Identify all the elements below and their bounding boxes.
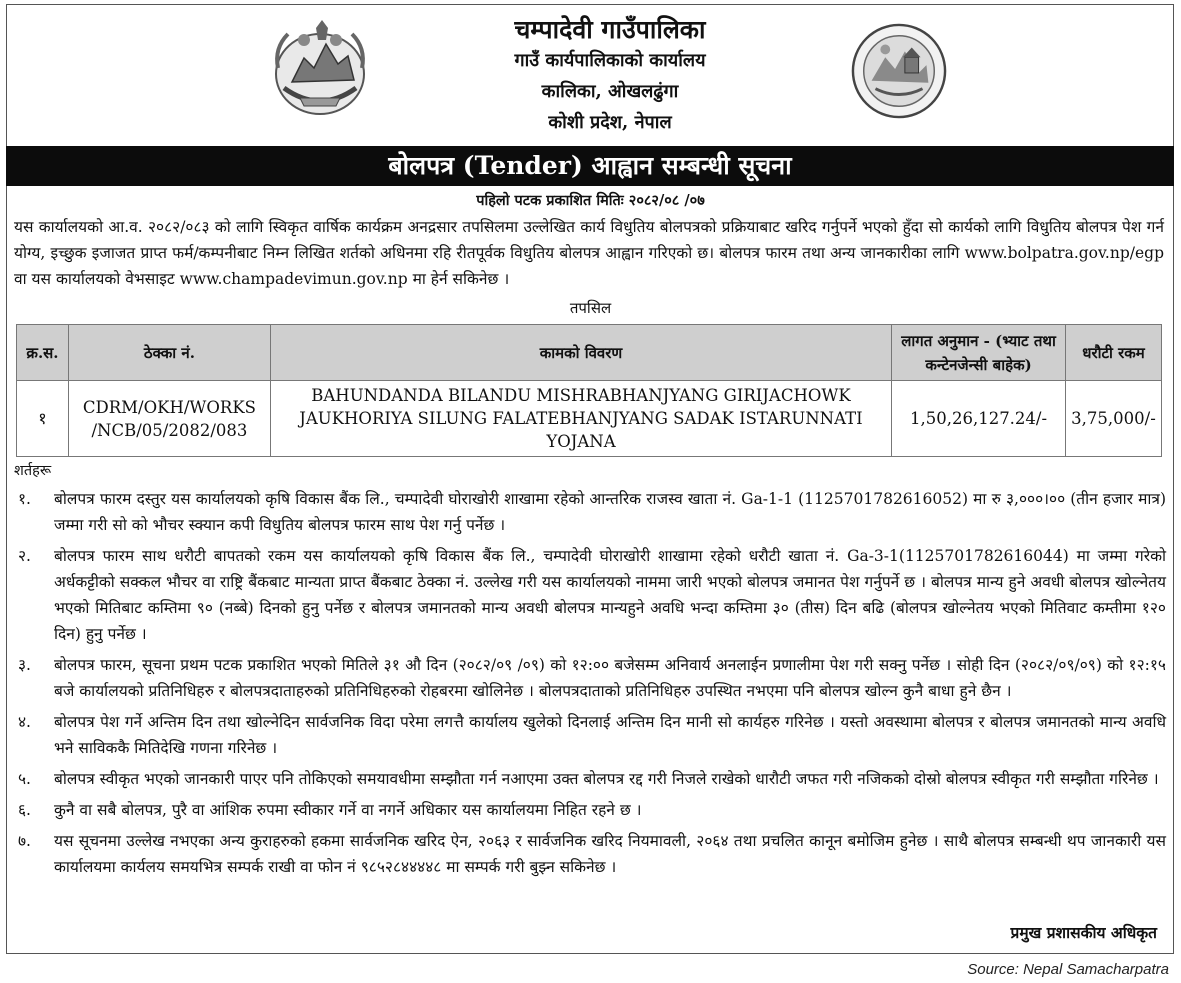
condition-text: बोलपत्र फारम, सूचना प्रथम पटक प्रकाशित भएको मितिले ३१ औ दिन (२०८२/०९ /०९) को १२:०० बजेसम्म अनिवार्य अनलाईन प्रणालीमा पेश गरी सक्नु पर्नेछ । सोही दिन (२०८२/०९/०९) को १२:१५ बजे कार्यालयको प्रतिनिधिहरु र बोलपत्रदाताहरुको प्रतिनिधिहरुको रोहबरमा खोलिनेछ । बोलपत्रदाताको प्रतिनिधिहरु उपस्थित नभएमा पनि बोलपत्र खोल्न कुनै बाधा हुने छैन । — [54, 656, 1166, 700]
condition-number: २. — [18, 547, 31, 565]
published-date: पहिलो पटक प्रकाशित मितिः २०८२/०८ /०७ — [476, 192, 705, 209]
header-sn: क्र.स. — [17, 325, 69, 381]
list-item — [14, 766, 1166, 792]
list-item — [14, 797, 1166, 823]
table-row — [17, 381, 1162, 457]
table-header-row — [17, 325, 1162, 381]
condition-number: ३. — [18, 656, 31, 674]
condition-number: ६. — [18, 801, 31, 819]
works-table — [16, 324, 1162, 457]
list-item — [14, 709, 1166, 761]
condition-text: बोलपत्र पेश गर्ने अन्तिम दिन तथा खोल्नेदिन सार्वजनिक विदा परेमा लगत्तै कार्यालय खुलेको दिनलाई अन्तिम दिन मानी सो कार्यहरु गरिनेछ । यस्तो अवस्थामा बोलपत्र र बोलपत्र जमानतको मान्य अवधि भने साविककै मितिदेखि गणना गरिनेछ । — [54, 713, 1166, 757]
condition-number: १. — [18, 490, 31, 508]
notice-header — [0, 0, 1181, 145]
row-cost-estimate: 1,50,26,127.24/- — [892, 381, 1066, 457]
condition-number: ५. — [18, 770, 31, 788]
office-name: चम्पादेवी गाउँपालिका — [514, 15, 706, 44]
list-item — [14, 486, 1166, 538]
condition-text: यस सूचनमा उल्लेख नभएका अन्य कुराहरुको हकमा सार्वजनिक खरिद ऐन, २०६३ र सार्वजनिक खरिद नियमावली, २०६४ तथा प्रचलित कानून बमोजिम हुनेछ । साथै बोलपत्र सम्बन्धी थप जानकारी यस कार्यालयमा कार्यलय समयभित्र सम्पर्क राखी वा फोन नं ९८५२८४४४४८ मा सम्पर्क गरी बुझ्न सकिनेछ । — [54, 832, 1166, 876]
list-item — [14, 543, 1166, 647]
intro-paragraph: यस कार्यालयको आ.व. २०८२/०८३ को लागि स्विकृत वार्षिक कार्यक्रम अनद्रसार तपसिलमा उल्लेखित कार्य विधुतिय बोलपत्रको प्रक्रियाबाट खरिद गर्नुपर्ने भएको हुँदा सो कार्यको लागि विधुतिय बोलपत्र पेश गर्न योग्य, इच्छुक इजाजत प्राप्त फर्म/कम्पनीबाट निम्न लिखित शर्तको अधिनमा रहि रीतपूर्वक विधुतिय बोलपत्र आह्वान गरिएको छ। बोलपत्र फारम तथा अन्य जानकारीका लागि www.bolpatra.gov.np/egp वा यस कार्यालयको वेभसाइट www.champadevimun.gov.np मा हेर्न सकिनेछ । — [14, 218, 1164, 288]
conditions-title: शर्तहरू — [14, 463, 52, 479]
signature: प्रमुख प्रशासकीय अधिकृत — [1010, 923, 1157, 942]
condition-number: ४. — [18, 713, 31, 731]
condition-number: ७. — [18, 832, 31, 850]
notice-title: बोलपत्र (Tender) आह्वान सम्बन्धी सूचना — [6, 146, 1174, 186]
source-credit: Source: Nepal Samacharpatra — [967, 961, 1169, 978]
nepal-government-emblem-icon — [270, 18, 370, 118]
office-location: कालिका, ओखलढुंगा — [541, 81, 679, 102]
office-province: कोशी प्रदेश, नेपाल — [548, 112, 672, 133]
header-description: कामको विवरण — [270, 325, 891, 381]
row-contract-no: CDRM/OKH/WORKS /NCB/05/2082/083 — [68, 381, 270, 457]
header-cost-estimate: लागत अनुमान - (भ्याट तथा कन्टेनजेन्सी बाहेक) — [892, 325, 1066, 381]
conditions-list — [14, 486, 1166, 885]
row-description: BAHUNDANDA BILANDU MISHRABHANJYANG GIRIJACHOWK JAUKHORIYA SILUNG FALATEBHANJYANG SADAK ISTARUNNATI YOJANA — [270, 381, 891, 457]
header-lines — [380, 14, 840, 138]
list-item — [14, 652, 1166, 704]
condition-text: बोलपत्र फारम दस्तुर यस कार्यालयको कृषि विकास बैंक लि., चम्पादेवी घोराखोरी शाखामा रहेको आन्तरिक राजस्व खाता नं. Ga-1-1 (1125701782616052) मा रु ३,०००।०० (तीन हजार मात्र) जम्मा गरी सो को भौचर स्क्यान कपी विधुतिय बोलपत्र फारम साथ पेश गर्नु पर्नेछ । — [54, 490, 1166, 534]
list-item — [14, 828, 1166, 880]
header-deposit: धरौटी रकम — [1065, 325, 1161, 381]
condition-text: कुनै वा सबै बोलपत्र, पुरै वा आंशिक रुपमा स्वीकार गर्ने वा नगर्ने अधिकार यस कार्यालयमा निहित रहने छ । — [54, 801, 642, 819]
office-subtitle: गाउँ कार्यपालिकाको कार्यालय — [514, 50, 706, 71]
municipality-seal-icon — [850, 22, 948, 120]
row-deposit: 3,75,000/- — [1065, 381, 1161, 457]
condition-text: बोलपत्र फारम साथ धरौटी बापतको रकम यस कार्यालयको कृषि विकास बैंक लि., चम्पादेवी घोराखोरी शाखामा रहेको धरौटी खाता नं. Ga-3-1(1125701782616044) मा जम्मा गरेको अर्धकट्टीको सक्कल भौचर वा राष्ट्रि बैंकबाट मान्यता प्राप्त बैंकबाट ठेक्का नं. उल्लेख गरी यस कार्यालयको नाममा जारी भएको बोलपत्र जमानत पेश गर्नुपर्ने छ । बोलपत्र मान्य हुने अवधी बोलपत्र खोल्नेतय भएको मितिबाट कम्तिमा ९० (नब्बे) दिनको हुनु पर्नेछ र बोलपत्र जमानतको मान्य अवधी बोलपत्र मान्यहुने अवधि भन्दा कम्तिमा ३० (तीस) दिन बढि (बोलपत्र खोल्नेतय भएको मितिवाट कम्तीमा १२० दिन) हुनु पर्नेछ । — [54, 547, 1166, 643]
row-sn: १ — [17, 381, 69, 457]
header-contract-no: ठेक्का नं. — [68, 325, 270, 381]
schedule-label: तपसिल — [569, 299, 612, 317]
condition-text: बोलपत्र स्वीकृत भएको जानकारी पाएर पनि तोकिएको समयावधीमा सम्झौता गर्न नआएमा उक्त बोलपत्र रद्द गरी निजले राखेको धारौटी जफत गरी नजिकको दोस्रो बोलपत्र स्वीकृत गरी सम्झौता गरिनेछ । — [54, 770, 1159, 788]
